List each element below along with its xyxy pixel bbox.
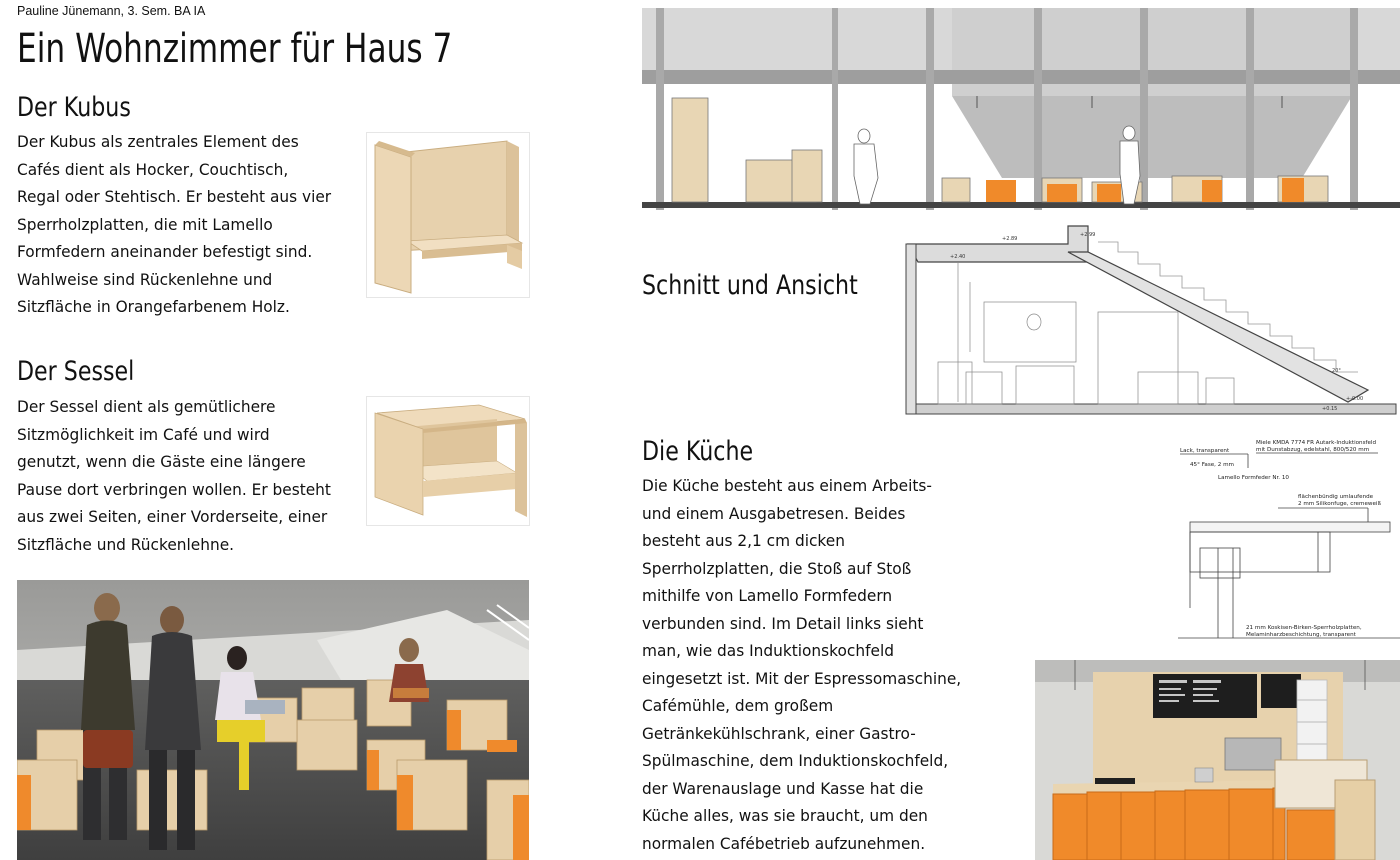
sessel-line: Der Sessel dient als gemütlichere: [17, 397, 276, 416]
label-299: +2.99: [1080, 232, 1096, 238]
kueche-line: man, wie das Induktionskochfeld: [642, 641, 894, 660]
label-miele-1: Miele KMDA 7774 FR Autark-Induktionsfeld: [1256, 440, 1377, 446]
kueche-line: Sperrholzplatten, die Stoß auf Stoß: [642, 558, 912, 578]
author-line: Pauline Jünemann, 3. Sem. BA IA: [17, 4, 206, 18]
kubus-line: Regal oder Stehtisch. Er besteht aus vier: [17, 187, 332, 206]
label-289: +2.89: [1002, 236, 1018, 242]
page-title: Ein Wohnzimmer für Haus 7: [17, 26, 453, 72]
elevation-drawing: [642, 8, 1400, 210]
sessel-line: Sitzfläche und Rückenlehne.: [17, 534, 235, 554]
kueche-line: besteht aus 2,1 cm dicken: [642, 531, 845, 550]
label-000: +-0.00: [1346, 396, 1364, 402]
sessel-image: [366, 396, 530, 526]
kubus-line: Der Kubus als zentrales Element des: [17, 132, 299, 151]
kueche-line: verbunden sind. Im Detail links sieht: [642, 613, 924, 633]
kueche-line: normalen Cafébetrieb aufzunehmen.: [642, 833, 926, 853]
sessel-line: genutzt, wenn die Gäste eine längere: [17, 452, 306, 471]
kubus-line: Sperrholzplatten, die mit Lamello: [17, 214, 273, 234]
kubus-text: [17, 128, 357, 321]
kueche-line: und einem Ausgabetresen. Beides: [642, 503, 906, 523]
label-sperrholz-2: Melaminharzbeschichtung, transparent: [1246, 632, 1356, 638]
kubus-line: Formfedern aneinander befestigt sind.: [17, 242, 313, 261]
label-lamello: Lamello Formfeder Nr. 10: [1218, 475, 1289, 481]
kueche-heading: Die Küche: [642, 436, 754, 467]
label-015: +0.15: [1322, 406, 1338, 412]
label-lack: Lack, transparent: [1180, 448, 1230, 454]
kubus-image: [366, 132, 530, 298]
cafe-render-image: [17, 580, 529, 860]
label-miele-2: mit Dunstabzug, edelstahl, 800/520 mm: [1256, 447, 1370, 453]
label-fase: 45° Fase, 2 mm: [1190, 462, 1234, 468]
kueche-line: Getränkekühlschrank, einer Gastro-: [642, 723, 916, 743]
kueche-line: der Warenauslage und Kasse hat die: [642, 778, 924, 798]
kubus-line: Sitzfläche in Orangefarbenem Holz.: [17, 297, 290, 316]
kueche-line: Küche alles, was sie braucht, um den: [642, 806, 928, 825]
sessel-line: Sitzmöglichkeit im Café und wird: [17, 424, 270, 444]
kueche-text: [642, 472, 992, 857]
kubus-heading: Der Kubus: [17, 92, 131, 123]
label-20deg: 20°: [1332, 368, 1341, 374]
sessel-heading: Der Sessel: [17, 356, 135, 387]
kueche-line: mithilfe von Lamello Formfedern: [642, 586, 893, 605]
kubus-line: Cafés dient als Hocker, Couchtisch,: [17, 159, 289, 179]
sessel-line: aus zwei Seiten, einer Vorderseite, einer: [17, 507, 328, 526]
schnitt-heading: Schnitt und Ansicht: [642, 270, 858, 301]
sessel-text: [17, 393, 362, 558]
label-flaechen-2: 2 mm Silikonfuge, cremeweiß: [1298, 501, 1381, 507]
kubus-line: Wahlweise sind Rückenlehne und: [17, 269, 273, 289]
label-sperrholz-1: 21 mm Koskisen-Birken-Sperrholzplatten,: [1246, 625, 1362, 631]
label-240: +2.40: [950, 254, 966, 260]
kueche-line: Cafémühle, dem großem: [642, 696, 834, 715]
kueche-line: eingesetzt ist. Mit der Espressomaschine,: [642, 668, 962, 688]
label-flaechen-1: flächenbündig umlaufende: [1298, 494, 1374, 500]
kitchen-render-image: [1035, 660, 1400, 860]
sessel-line: Pause dort verbringen wollen. Er besteht: [17, 479, 331, 499]
kueche-line: Die Küche besteht aus einem Arbeits-: [642, 476, 932, 495]
kueche-line: Spülmaschine, dem Induktionskochfeld,: [642, 751, 949, 770]
section-drawing: [898, 222, 1400, 428]
induction-detail-drawing: [1178, 438, 1400, 644]
